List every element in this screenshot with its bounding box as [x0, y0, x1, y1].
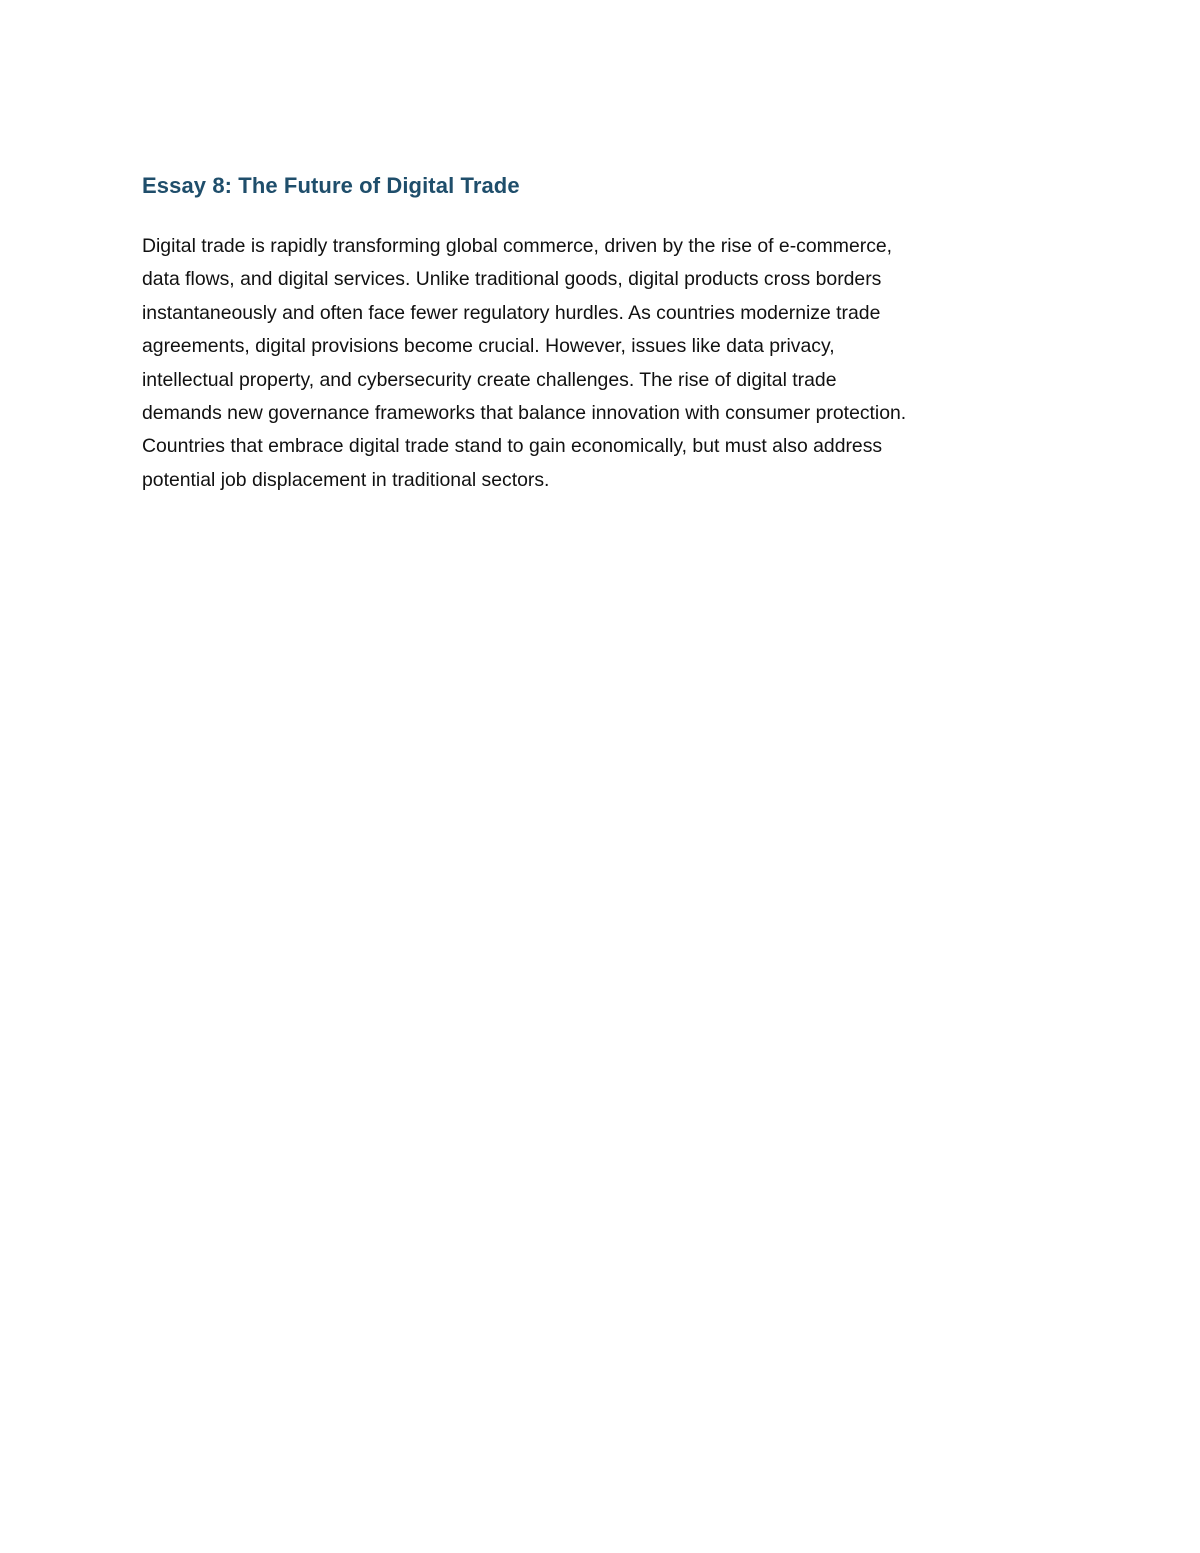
paragraph-line: instantaneously and often face fewer regulatory hurdles. As countries modernize trade: [142, 301, 881, 324]
paragraph-line: data flows, and digital services. Unlike traditional goods, digital products cross borders: [142, 268, 882, 291]
paragraph-line: agreements, digital provisions become crucial. However, issues like data privacy,: [142, 335, 835, 358]
paragraph-line: Digital trade is rapidly transforming global commerce, driven by the rise of e-commerce,: [142, 235, 893, 257]
paragraph-line: Countries that embrace digital trade stand to gain economically, but must also address: [142, 435, 883, 458]
paragraph-line: intellectual property, and cybersecurity create challenges. The rise of digital trade: [142, 368, 837, 391]
essay-section: [142, 170, 1062, 497]
essay-heading: Essay 8: The Future of Digital Trade: [142, 173, 520, 198]
essay-paragraph: [142, 230, 1062, 497]
paragraph-line: potential job displacement in traditional sectors.: [142, 468, 550, 491]
paragraph-line: demands new governance frameworks that balance innovation with consumer protection.: [142, 402, 907, 425]
